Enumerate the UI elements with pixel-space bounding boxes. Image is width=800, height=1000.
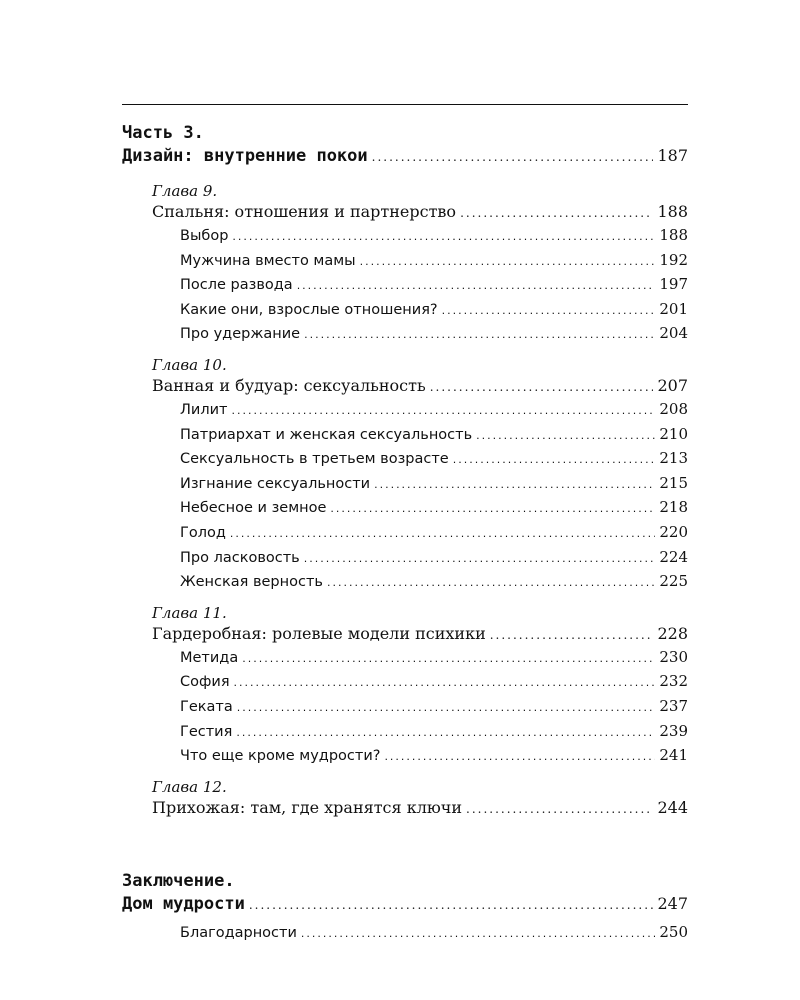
section-row[interactable] — [180, 496, 688, 521]
page-number: 188 — [659, 226, 688, 244]
page-number: 215 — [659, 473, 688, 492]
dot-leader — [384, 746, 655, 769]
chapter-title: Гардеробная: ролевые модели психики — [152, 623, 486, 643]
page-number: 224 — [659, 547, 688, 566]
section-row[interactable] — [180, 646, 688, 671]
section-row[interactable] — [180, 921, 688, 946]
page-number: 197 — [659, 275, 688, 294]
section-row[interactable] — [180, 546, 688, 571]
page-number: 228 — [657, 623, 688, 643]
section-row[interactable] — [180, 670, 688, 695]
section-row[interactable] — [180, 224, 688, 249]
dot-leader — [301, 923, 655, 946]
dot-leader — [490, 624, 654, 646]
section-row[interactable] — [180, 398, 688, 423]
page-number: 188 — [657, 202, 688, 221]
part-3 — [122, 122, 688, 820]
section-title: Голод — [180, 524, 226, 541]
dot-leader — [372, 145, 654, 169]
chapter-title: Прихожая: там, где хранятся ключи — [152, 797, 463, 817]
section-title: Благодарности — [180, 924, 297, 941]
section-title: Про удержание — [180, 326, 301, 343]
chapter-title-row[interactable] — [152, 797, 688, 820]
dot-leader — [327, 572, 655, 595]
dot-leader — [442, 300, 656, 323]
part-label: Часть 3. — [122, 123, 204, 143]
section-title: София — [180, 674, 230, 691]
page-number: 241 — [659, 746, 688, 765]
page-number: 250 — [659, 922, 688, 941]
section-list — [180, 224, 688, 347]
chapter-title: Ванная и будуар: сексуальность — [152, 375, 426, 395]
section-list — [180, 398, 688, 595]
dot-leader — [232, 226, 655, 249]
part-title: Дизайн: внутренние покои — [122, 146, 368, 166]
page-number: 230 — [659, 647, 688, 666]
section-title: Гестия — [180, 723, 233, 740]
section-row[interactable] — [180, 570, 688, 595]
dot-leader — [360, 251, 656, 274]
section-title: Что еще кроме мудрости? — [180, 748, 381, 765]
conclusion — [122, 870, 688, 946]
dot-leader — [236, 722, 655, 745]
section-title: Небесное и земное — [180, 500, 327, 517]
section-list — [180, 646, 688, 769]
section-row[interactable] — [180, 322, 688, 347]
page-number: 220 — [659, 522, 688, 541]
page-number: 239 — [659, 721, 688, 740]
dot-leader — [460, 202, 653, 224]
chapter-12 — [152, 777, 688, 820]
dot-leader — [430, 376, 654, 398]
dot-leader — [231, 400, 655, 423]
chapter-label: Глава 12. — [152, 777, 227, 796]
page-number: 204 — [659, 324, 688, 343]
part-label: Заключение. — [122, 870, 235, 891]
page-number: 237 — [659, 696, 688, 715]
page-number: 218 — [659, 498, 688, 517]
section-row[interactable] — [180, 447, 688, 472]
section-title: Женская верность — [180, 574, 323, 591]
section-list — [180, 921, 688, 946]
dot-leader — [304, 324, 655, 347]
table-of-contents — [122, 122, 688, 945]
chapter-10 — [152, 355, 688, 595]
chapter-label: Глава 10. — [152, 355, 227, 374]
dot-leader — [234, 672, 656, 695]
section-title: Сексуальность в третьем возрасте — [180, 451, 449, 468]
dot-leader — [297, 275, 656, 298]
chapter-title: Спальня: отношения и партнерство — [152, 202, 457, 221]
section-title: Метида — [180, 649, 239, 666]
page-number: 210 — [659, 424, 688, 443]
page-number: 192 — [659, 250, 688, 269]
section-title: Какие они, взрослые отношения? — [180, 301, 438, 318]
chapter-9 — [152, 181, 688, 347]
section-title: После развода — [180, 277, 293, 294]
section-row[interactable] — [180, 249, 688, 274]
dot-leader — [304, 548, 656, 571]
section-row[interactable] — [180, 695, 688, 720]
dot-leader — [242, 648, 655, 671]
page-number: 207 — [657, 375, 688, 395]
chapter-label: Глава 9. — [152, 182, 218, 200]
section-row[interactable] — [180, 423, 688, 448]
section-title: Лилит — [180, 401, 228, 418]
conclusion-body — [152, 921, 688, 946]
section-row[interactable] — [180, 720, 688, 745]
section-row[interactable] — [180, 744, 688, 769]
chapter-title-row[interactable] — [152, 375, 688, 398]
section-title: Про ласковость — [180, 549, 300, 566]
section-title: Мужчина вместо мамы — [180, 252, 356, 269]
dot-leader — [237, 697, 656, 720]
page-number: 232 — [659, 672, 688, 691]
section-title: Выбор — [180, 228, 229, 244]
page-number: 213 — [659, 449, 688, 468]
chapter-label: Глава 11. — [152, 603, 227, 622]
section-row[interactable] — [180, 472, 688, 497]
chapter-title-row[interactable] — [152, 201, 688, 224]
header-rule — [122, 104, 688, 105]
dot-leader — [230, 523, 655, 546]
section-row[interactable] — [180, 273, 688, 298]
page-number: 225 — [659, 572, 688, 591]
section-title: Изгнание сексуальности — [180, 475, 371, 492]
part-title-row[interactable] — [122, 892, 688, 917]
page-number: 244 — [657, 797, 688, 817]
page-number: 208 — [659, 399, 688, 418]
part-title-row[interactable] — [122, 144, 688, 169]
page-number: 187 — [657, 146, 688, 165]
section-row[interactable] — [180, 298, 688, 323]
dot-leader — [374, 474, 655, 497]
page-number: 247 — [657, 893, 688, 913]
dot-leader — [453, 449, 656, 472]
dot-leader — [476, 425, 655, 448]
section-title: Патриархат и женская сексуальность — [180, 426, 473, 443]
dot-leader — [330, 498, 655, 521]
page-number: 201 — [659, 299, 688, 318]
section-row[interactable] — [180, 521, 688, 546]
dot-leader — [249, 893, 654, 917]
dot-leader — [466, 798, 653, 820]
chapter-11 — [152, 603, 688, 769]
part-title: Дом мудрости — [122, 893, 245, 914]
section-title: Геката — [180, 698, 233, 715]
chapter-title-row[interactable] — [152, 623, 688, 646]
